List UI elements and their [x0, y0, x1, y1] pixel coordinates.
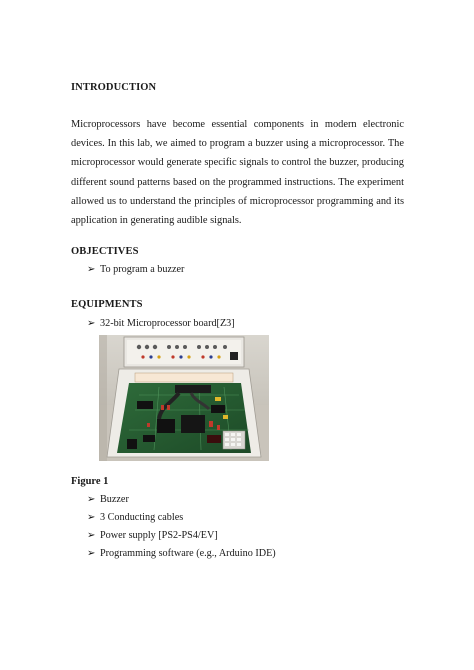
equipment-item: [87, 318, 235, 329]
microprocessor-board-photo: [99, 335, 269, 461]
equipment-item-text: 3 Conducting cables: [100, 512, 184, 523]
arrow-bullet-icon: ➢: [87, 548, 96, 559]
introduction-paragraph: Microprocessors have become essential components in modern electronic devices. In this lab, we aimed to program a buzzer using a microprocessor. The microprocessor would generate specific signals to control the buzzer, producing different sound patterns based on the programmed instructions. The experiment allowed us to understand the principles of microprocessor programming and its application in generating audible signals.: [71, 119, 404, 227]
equipments-heading: EQUIPMENTS: [71, 299, 143, 310]
equipment-item: [87, 494, 129, 505]
equipment-item: [87, 548, 276, 559]
arrow-bullet-icon: ➢: [87, 512, 96, 523]
equipment-item-text: Power supply [PS2-PS4/EV]: [100, 530, 218, 541]
arrow-bullet-icon: ➢: [87, 318, 96, 329]
arrow-bullet-icon: ➢: [87, 494, 96, 505]
arrow-bullet-icon: ➢: [87, 530, 96, 541]
objective-item: [87, 264, 184, 275]
equipment-item: [87, 530, 218, 541]
arrow-bullet-icon: ➢: [87, 264, 96, 275]
equipment-item-text: Buzzer: [100, 494, 129, 505]
objective-item-text: To program a buzzer: [100, 264, 185, 275]
equipment-item: [87, 512, 183, 523]
figure-caption: Figure 1: [71, 476, 109, 487]
objectives-heading: OBJECTIVES: [71, 246, 139, 257]
equipment-item-text: Programming software (e.g., Arduino IDE): [100, 548, 276, 559]
equipment-item-text: 32-bit Microprocessor board[Z3]: [100, 318, 235, 329]
introduction-heading: INTRODUCTION: [71, 82, 157, 93]
